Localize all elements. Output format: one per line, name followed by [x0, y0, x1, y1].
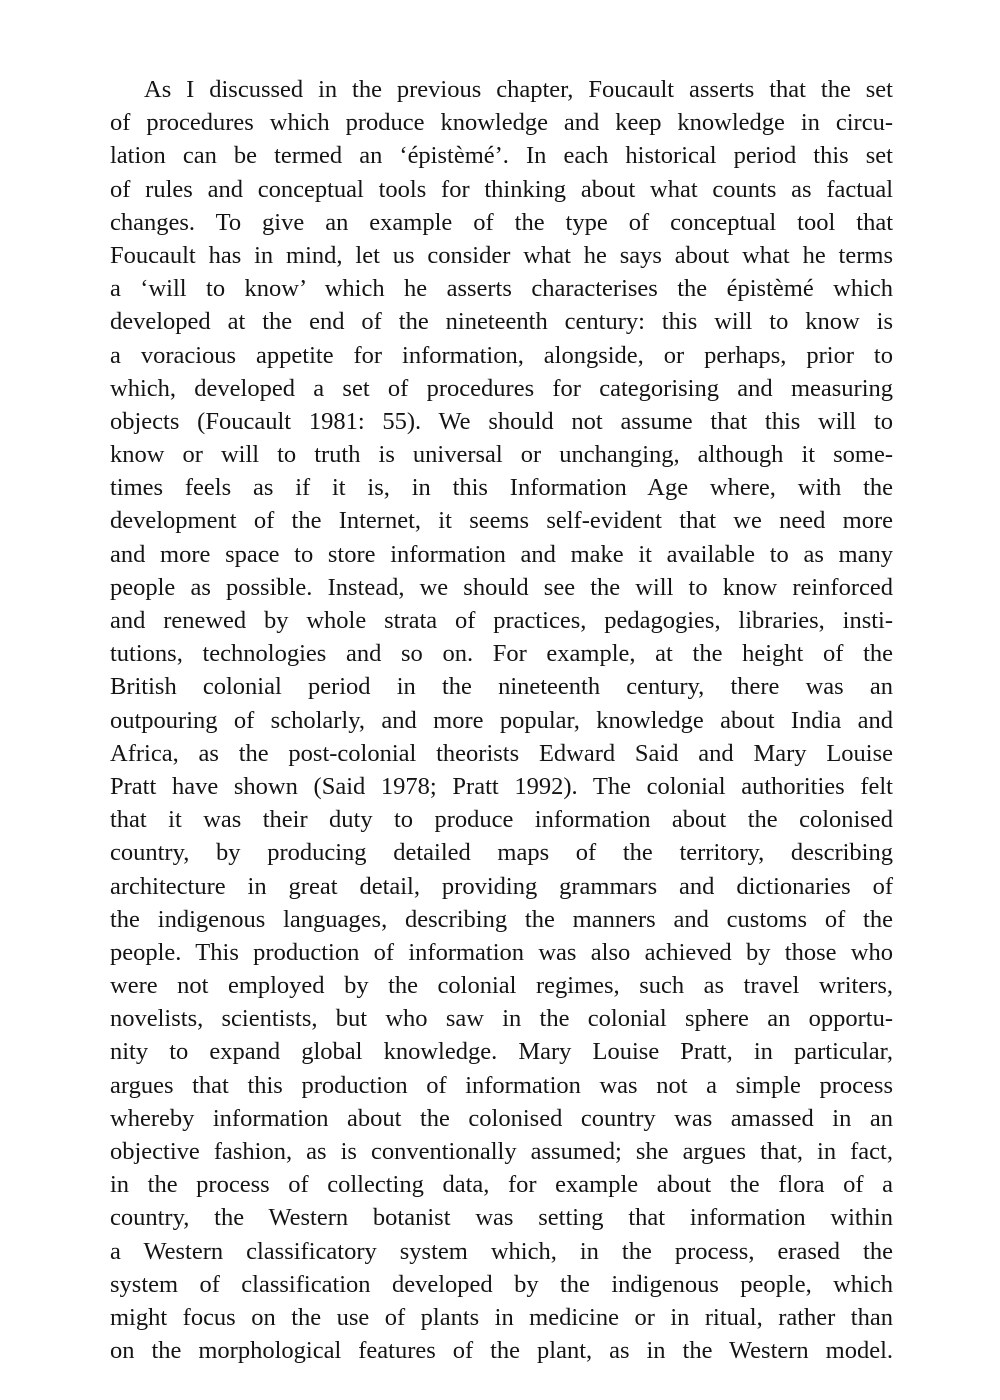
- text-line: argues that this production of information was not a simple process: [110, 1071, 893, 1099]
- text-line: of procedures which produce knowledge and keep knowledge in circu-: [110, 109, 893, 137]
- text-line: objects (Foucault 1981: 55). We should not assume that this will to: [110, 407, 893, 435]
- text-line: whereby information about the colonised country was amassed in an: [110, 1104, 893, 1132]
- text-line: Pratt have shown (Said 1978; Pratt 1992). The colonial authorities felt: [110, 772, 893, 800]
- text-line: development of the Internet, it seems self-evident that we need more: [110, 507, 893, 535]
- text-line: times feels as if it is, in this Information Age where, with the: [110, 474, 893, 502]
- text-line: novelists, scientists, but who saw in the colonial sphere an opportu-: [110, 1005, 893, 1033]
- text-line: which, developed a set of procedures for categorising and measuring: [110, 374, 893, 402]
- text-line: and more space to store information and make it available to as many: [110, 540, 893, 568]
- text-line: and renewed by whole strata of practices, pedagogies, libraries, insti-: [110, 607, 893, 634]
- text-line: Africa, as the post-colonial theorists Edward Said and Mary Louise: [110, 739, 893, 767]
- text-line: the indigenous languages, describing the manners and customs of the: [110, 905, 893, 933]
- text-line: a ‘will to know’ which he asserts characterises the épistèmé which: [110, 275, 893, 303]
- text-line: system of classification developed by the indigenous people, which: [110, 1270, 893, 1298]
- text-line: Foucault has in mind, let us consider what he says about what he terms: [110, 241, 893, 269]
- body-paragraph: [110, 73, 893, 1367]
- text-line: of rules and conceptual tools for thinking about what counts as factual: [110, 175, 893, 203]
- text-line: a voracious appetite for information, alongside, or perhaps, prior to: [110, 341, 893, 369]
- text-line: tutions, technologies and so on. For example, at the height of the: [110, 640, 893, 668]
- text-line: country, the Western botanist was setting that information within: [110, 1204, 893, 1232]
- text-line: lation can be termed an ‘épistèmé’. In each historical period this set: [110, 142, 893, 170]
- text-line: objective fashion, as is conventionally assumed; she argues that, in fact,: [110, 1138, 893, 1165]
- text-line: people as possible. Instead, we should see the will to know reinforced: [110, 573, 893, 601]
- text-line: British colonial period in the nineteenth century, there was an: [110, 673, 893, 701]
- text-line: a Western classificatory system which, in the process, erased the: [110, 1237, 893, 1265]
- text-line: outpouring of scholarly, and more popular, knowledge about India and: [110, 706, 893, 734]
- text-line: people. This production of information was also achieved by those who: [110, 938, 893, 966]
- text-line: nity to expand global knowledge. Mary Louise Pratt, in particular,: [110, 1038, 893, 1066]
- text-line: know or will to truth is universal or unchanging, although it some-: [110, 441, 893, 469]
- text-line: As I discussed in the previous chapter, Foucault asserts that the set: [144, 76, 893, 103]
- text-line: developed at the end of the nineteenth century: this will to know is: [110, 308, 893, 336]
- text-line: in the process of collecting data, for example about the flora of a: [110, 1171, 893, 1199]
- text-line: on the morphological features of the plant, as in the Western model.: [110, 1337, 893, 1365]
- text-line: changes. To give an example of the type of conceptual tool that: [110, 208, 893, 236]
- text-line: country, by producing detailed maps of the territory, describing: [110, 839, 893, 867]
- text-line: were not employed by the colonial regimes, such as travel writers,: [110, 972, 893, 1000]
- text-line: architecture in great detail, providing grammars and dictionaries of: [110, 872, 893, 900]
- text-line: might focus on the use of plants in medicine or in ritual, rather than: [110, 1303, 893, 1331]
- text-line: that it was their duty to produce information about the colonised: [110, 806, 893, 834]
